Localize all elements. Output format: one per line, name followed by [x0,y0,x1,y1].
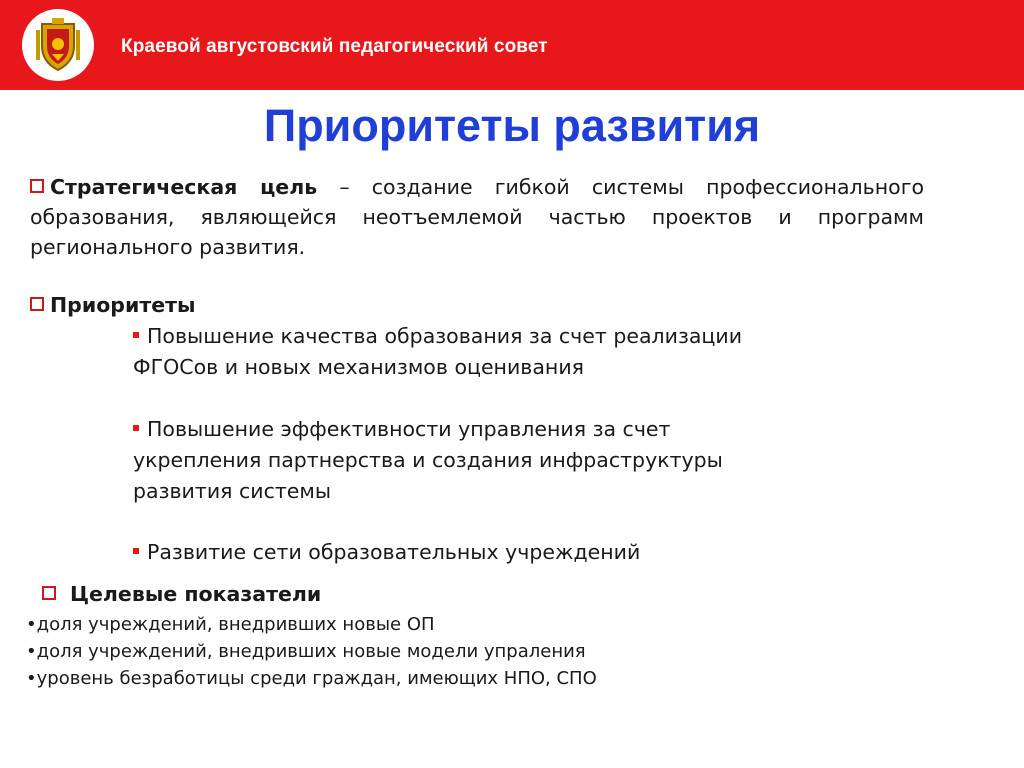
square-bullet-icon [133,548,139,554]
logo [22,9,94,81]
page-title: Приоритеты развития [263,100,761,151]
header-bar [0,0,1024,90]
priority-item: Развитие сети образовательных учреждений [133,537,913,568]
checkbox-bullet-icon [30,179,44,193]
square-bullet-icon [133,332,139,338]
target-item: •доля учреждений, внедривших новые модели упраления [26,641,586,662]
target-item: •уровень безработицы среди граждан, имеющих НПО, СПО [26,668,597,689]
priorities-heading [30,293,196,317]
square-bullet-icon [133,425,139,431]
checkbox-bullet-icon [42,586,56,600]
priorities-label: Приоритеты [50,293,196,317]
goal-label: Стратегическая цель [50,175,318,199]
goal-text: – создание гибкой системы профессионального образования, являющейся неотъемлемой частью проектов и программ регионального развития. [30,175,925,259]
target-item: •доля учреждений, внедривших новые ОП [26,614,435,635]
strategic-goal [30,172,924,262]
coat-of-arms-icon [32,16,84,74]
targets-label: Целевые показатели [70,582,322,606]
checkbox-bullet-icon [30,297,44,311]
targets-heading [42,582,321,606]
priority-item: Повышение эффективности управления за счет укрепления партнерства и создания инфраструктуры развития системы [133,417,723,503]
priority-item: Повышение качества образования за счет реализации ФГОСов и новых механизмов оценивания [133,324,743,379]
header-title: Краевой августовский педагогический совет [121,36,548,57]
